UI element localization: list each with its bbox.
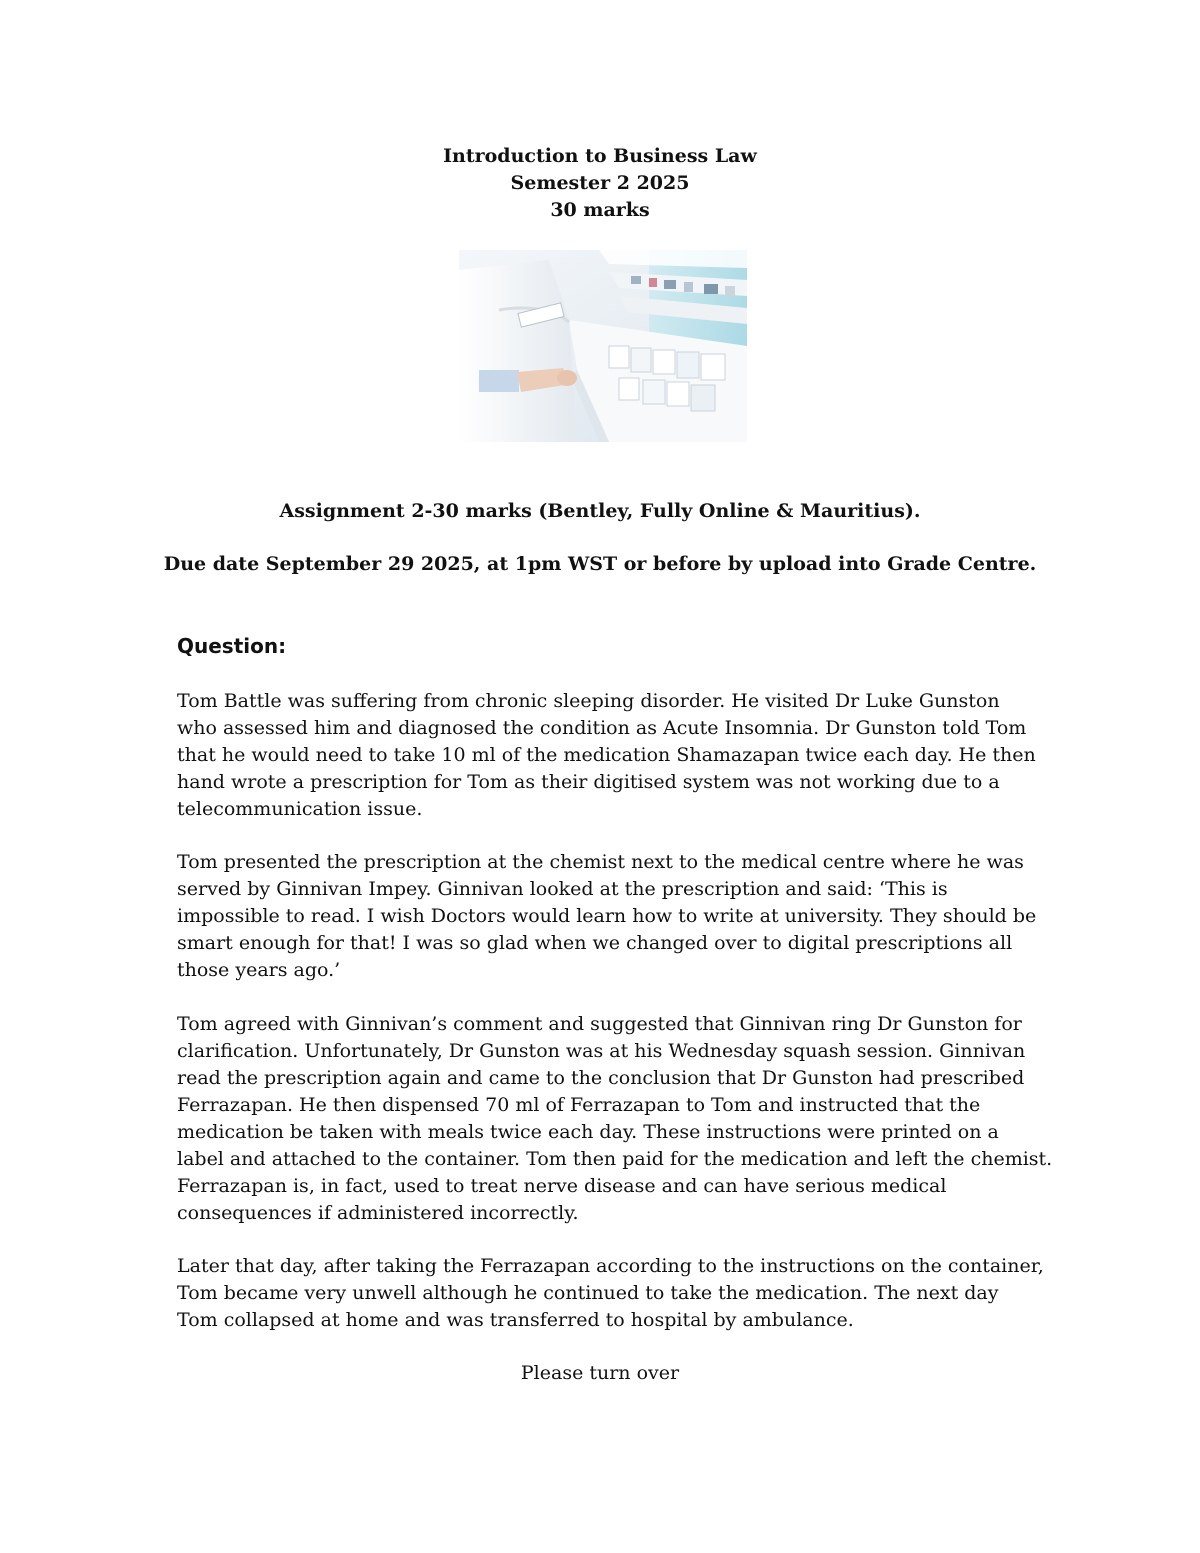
paragraph-line: Ferrazapan. He then dispensed 70 ml of Ferrazapan to Tom and instructed that the — [177, 1094, 981, 1116]
question-heading: Question: — [177, 634, 287, 658]
paragraph-line: hand wrote a prescription for Tom as their digitised system was not working due to a — [177, 771, 1000, 793]
turn-over-note: Please turn over — [520, 1362, 680, 1384]
paragraph-line: Tom agreed with Ginnivan’s comment and suggested that Ginnivan ring Dr Gunston for — [177, 1013, 1022, 1035]
paragraph-line: medication be taken with meals twice each day. These instructions were printed on a — [177, 1121, 999, 1143]
pharmacy-photo — [459, 250, 747, 442]
paragraph-line: Tom presented the prescription at the chemist next to the medical centre where he was — [177, 851, 1024, 873]
due-date: Due date September 29 2025, at 1pm WST or before by upload into Grade Centre. — [163, 553, 1037, 575]
paragraph-line: label and attached to the container. Tom then paid for the medication and left the chemist. — [177, 1148, 1053, 1170]
assignment-title: Assignment 2-30 marks (Bentley, Fully Online & Mauritius). — [279, 500, 921, 522]
paragraph-line: Tom became very unwell although he continued to take the medication. The next day — [177, 1282, 999, 1304]
title-block — [0, 143, 1200, 224]
paragraph-line: who assessed him and diagnosed the condition as Acute Insomnia. Dr Gunston told Tom — [177, 717, 1027, 739]
question-paragraph-2 — [177, 849, 1037, 984]
question-paragraph-1 — [177, 688, 1037, 823]
paragraph-line: telecommunication issue. — [177, 798, 423, 820]
paragraph-line: that he would need to take 10 ml of the medication Shamazapan twice each day. He then — [177, 744, 1036, 766]
paragraph-line: impossible to read. I wish Doctors would learn how to write at university. They should be — [177, 905, 1037, 927]
paragraph-line: consequences if administered incorrectly. — [177, 1202, 579, 1224]
paragraph-line: smart enough for that! I was so glad when we changed over to digital prescriptions all — [177, 932, 1013, 954]
semester-label: Semester 2 2025 — [510, 172, 690, 194]
paragraph-line: Ferrazapan is, in fact, used to treat nerve disease and can have serious medical — [177, 1175, 947, 1197]
paragraph-line: Later that day, after taking the Ferrazapan according to the instructions on the container, — [177, 1255, 1044, 1277]
paragraph-line: Tom Battle was suffering from chronic sleeping disorder. He visited Dr Luke Gunston — [177, 690, 1000, 712]
paragraph-line: served by Ginnivan Impey. Ginnivan looked at the prescription and said: ‘This is — [177, 878, 948, 900]
marks-label: 30 marks — [550, 199, 650, 221]
course-title: Introduction to Business Law — [443, 145, 757, 167]
paragraph-line: clarification. Unfortunately, Dr Gunston was at his Wednesday squash session. Ginnivan — [177, 1040, 1026, 1062]
paragraph-line: those years ago.’ — [177, 959, 341, 981]
question-paragraph-3 — [177, 1011, 1053, 1227]
paragraph-line: read the prescription again and came to the conclusion that Dr Gunston had prescribed — [177, 1067, 1025, 1089]
question-paragraph-4 — [177, 1253, 1044, 1334]
paragraph-line: Tom collapsed at home and was transferred to hospital by ambulance. — [177, 1309, 854, 1331]
